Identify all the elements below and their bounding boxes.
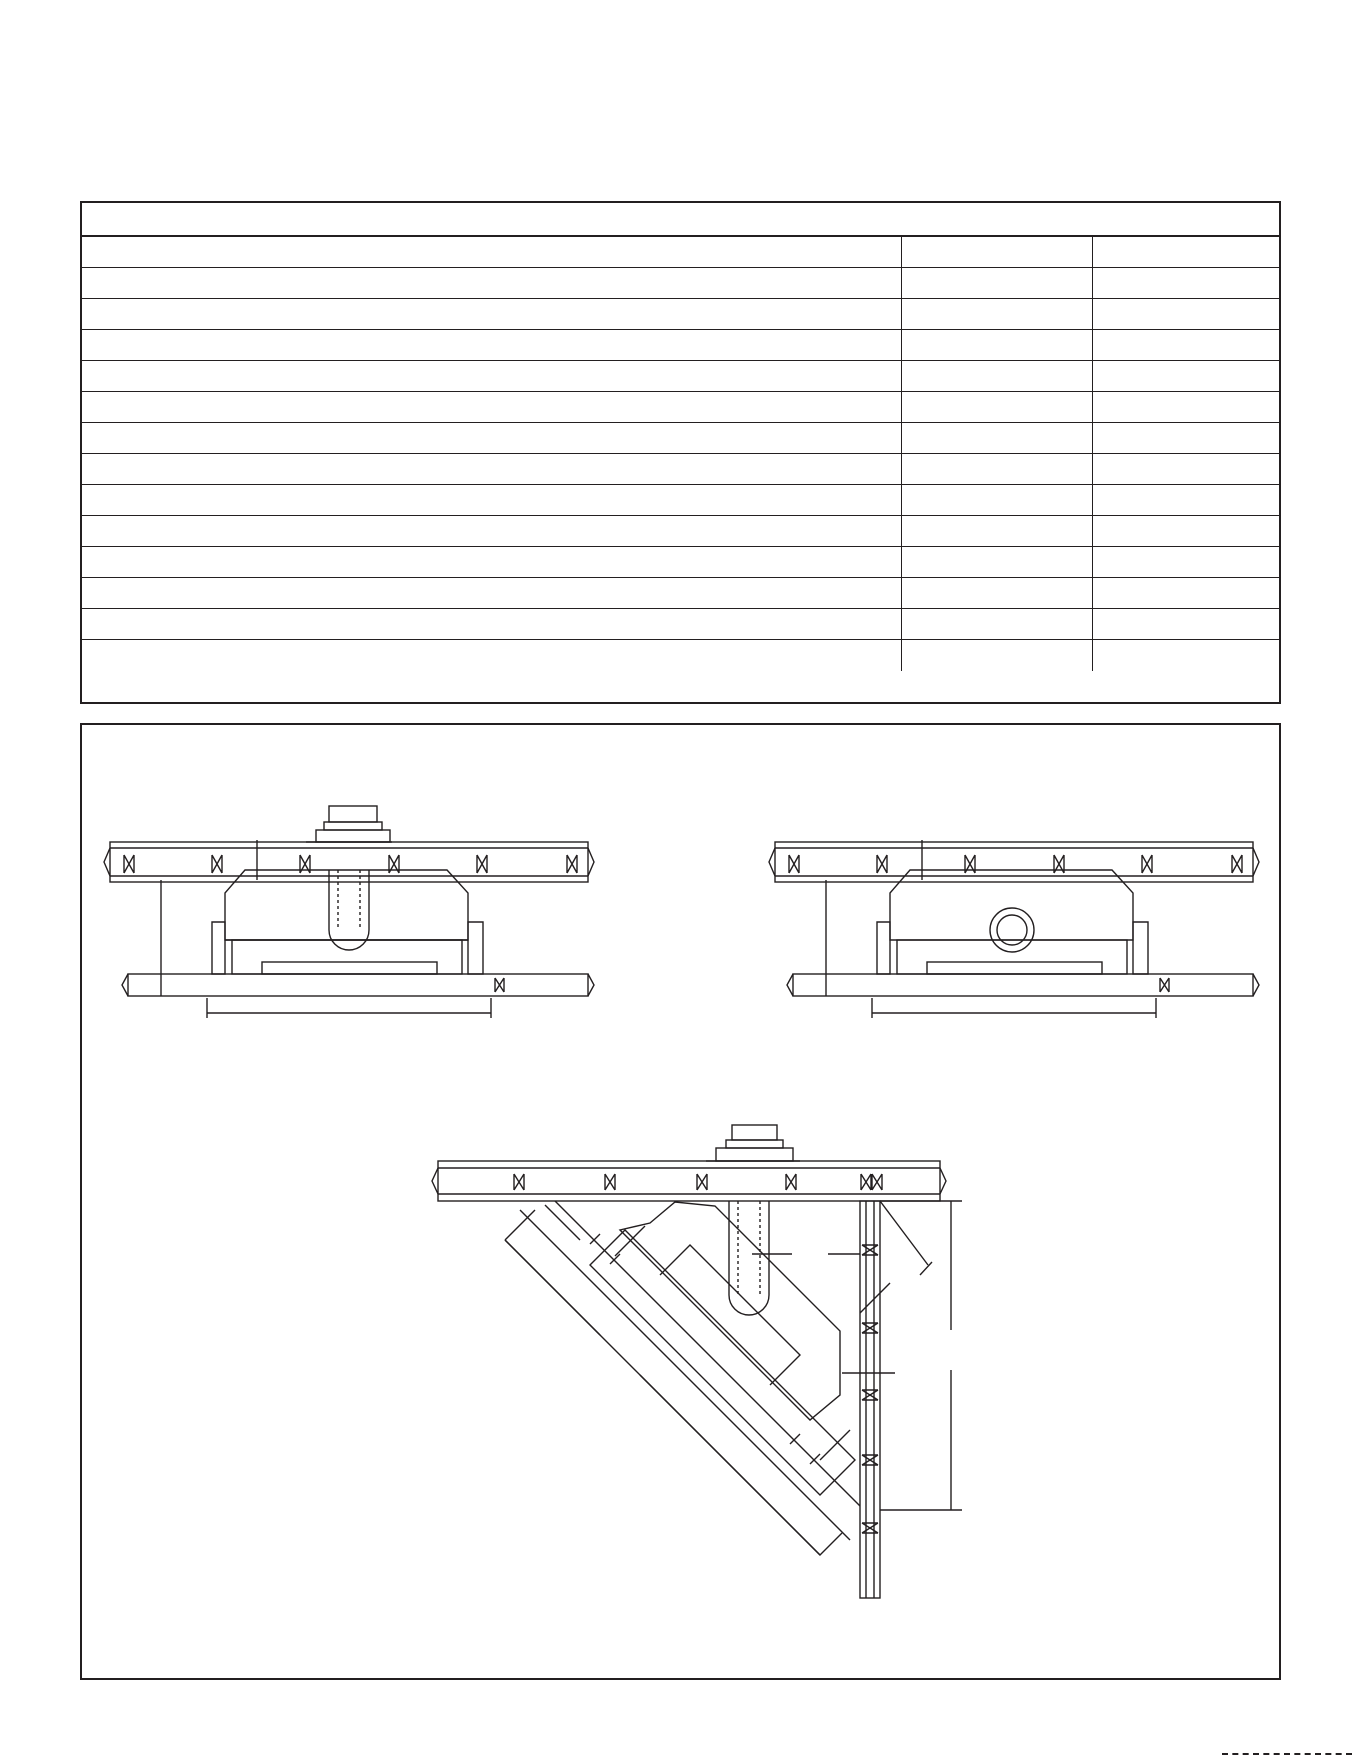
wall-blocks [862, 1245, 878, 1533]
rear-vent-elevation [769, 840, 1259, 1018]
page-edge-mark [1222, 1753, 1352, 1757]
top-vent-elevation [104, 806, 594, 1018]
joist-blocks [514, 1174, 882, 1190]
corner-installation-plan [432, 1125, 962, 1598]
